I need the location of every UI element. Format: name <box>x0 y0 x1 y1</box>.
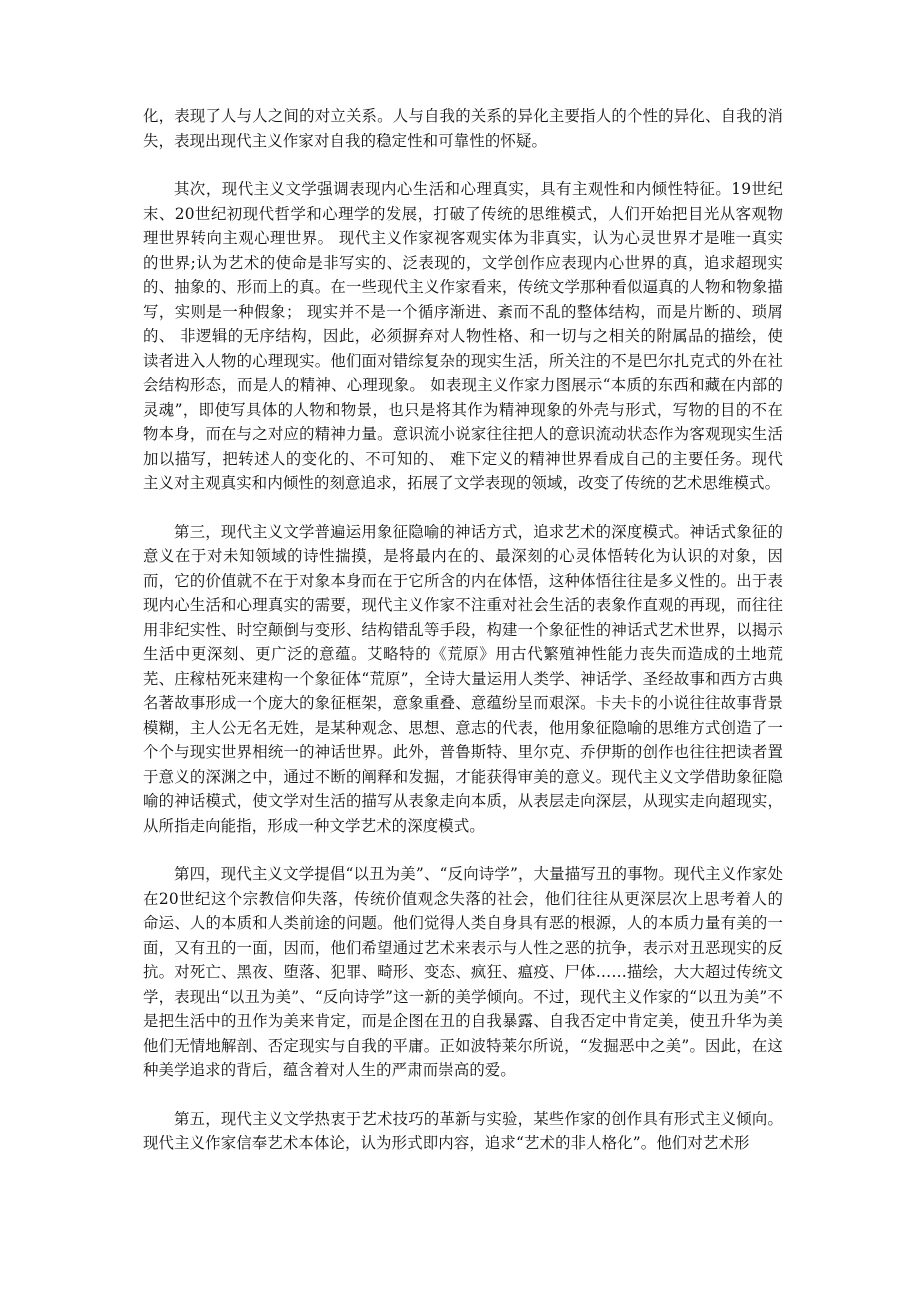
paragraph-continuation: 化，表现了人与人之间的对立关系。人与自我的关系的异化主要指人的个性的异化、自我的消失，表现出现代主义作家对自我的稳定性和可靠性的怀疑。 <box>143 107 783 150</box>
paragraph-fourth-point: 第四，现代主义文学提倡“以丑为美”、“反向诗学”，大量描写丑的事物。现代主义作家处在20世纪这个宗教信仰失落，传统价值观念失落的社会，他们往往从更深层次上思考着人的命运、人的本质和人类前途的问题。他们觉得人类自身具有恶的根源，人的本质力量有美的一面，又有丑的一面，因而，他们希望通过艺术来表示与人性之恶的抗争，表示对丑恶现实的反抗。对死亡、黑夜、堕落、犯罪、畸形、变态、疯狂、瘟疫、尸体……描绘，大大超过传统文学，表现出“以丑为美”、“反向诗学”这一新的美学倾向。不过，现代主义作家的“以丑为美”不是把生活中的丑作为美来肯定，而是企图在丑的自我暴露、自我否定中肯定美，使丑升华为美 他们无情地解剖、否定现实与自我的平庸。正如波特莱尔所说，“发掘恶中之美”。因此，在这种美学追求的背后，蕴含着对人生的严肃而崇高的爱。 <box>143 865 783 1079</box>
paragraph-second-point: 其次，现代主义文学强调表现内心生活和心理真实，具有主观性和内倾性特征。19世纪末、20世纪初现代哲学和心理学的发展，打破了传统的思维模式，人们开始把目光从客观物理世界转向主观心理世界。 现代主义作家视客观实体为非真实，认为心灵世界才是唯一真实的世界;认为艺术的使命是非写实的、泛表现的，文学创作应表现内心世界的真，追求超现实的、抽象的、形而上的真。在一些现代主义作家看来，传统文学那种看似逼真的人物和物象描写，实则是一种假象； 现实并不是一个循序渐进、紊而不乱的整体结构，而是片断的、琐屑的、 非逻辑的无序结构，因此，必须摒弃对人物性格、和一切与之相关的附属品的描绘，使读者进入人物的心理现实。他们面对错综复杂的现实生活，所关注的不是巴尔扎克式的外在社会结构形态，而是人的精神、心理现象。 如表现主义作家力图展示“本质的东西和藏在内部的灵魂”，即使写具体的人物和物景，也只是将其作为精神现象的外壳与形式，写物的目的不在物本身，而在与之对应的精神力量。意识流小说家往往把人的意识流动状态作为客观现实生活加以描写，把转述人的变化的、不可知的、 难下定义的精神世界看成自己的主要任务。现代主义对主观真实和内倾性的刻意追求，拓展了文学表现的领域，改变了传统的艺术思维模式。 <box>143 180 783 492</box>
paragraph-third-point: 第三，现代主义文学普遍运用象征隐喻的神话方式，追求艺术的深度模式。神话式象征的意义在于对未知领域的诗性揣摸，是将最内在的、最深刻的心灵体悟转化为认识的对象，因而，它的价值就不在于对象本身而在于它所含的内在体悟，这种体悟往往是多义性的。出于表现内心生活和心理真实的需要，现代主义作家不注重对社会生活的表象作直观的再现，而往往用非纪实性、时空颠倒与变形、结构错乱等手段，构建一个象征性的神话式艺术世界，以揭示生活中更深刻、更广泛的意蕴。艾略特的《荒原》用古代繁殖神性能力丧失而造成的土地荒芜、庄稼枯死来建构一个象征体“荒原”，全诗大量运用人类学、神话学、圣经故事和西方古典名著故事形成一个庞大的象征框架，意象重叠、意蕴纷呈而艰深。卡夫卡的小说往往故事背景模糊，主人公无名无姓，是某种观念、思想、意志的代表，他用象征隐喻的思维方式创造了一个个与现实世界相统一的神话世界。此外，普鲁斯特、里尔克、乔伊斯的创作也往往把读者置于意义的深渊之中，通过不断的阐释和发掘，才能获得审美的意义。现代主义文学借助象征隐喻的神话模式，使文学对生活的描写从表象走向本质，从表层走向深层，从现实走向超现实，从所指走向能指，形成一种文学艺术的深度模式。 <box>143 522 783 835</box>
paragraph-gap <box>143 496 783 520</box>
document-page <box>143 104 783 1156</box>
paragraph-gap <box>143 1083 783 1107</box>
paragraph-fifth-point: 第五，现代主义文学热衷于艺术技巧的革新与实验，某些作家的创作具有形式主义倾向。现代主义作家信奉艺术本体论，认为形式即内容，追求“艺术的非人格化”。他们对艺术形 <box>143 1109 783 1152</box>
paragraph-gap <box>143 153 783 177</box>
paragraph-gap <box>143 838 783 862</box>
